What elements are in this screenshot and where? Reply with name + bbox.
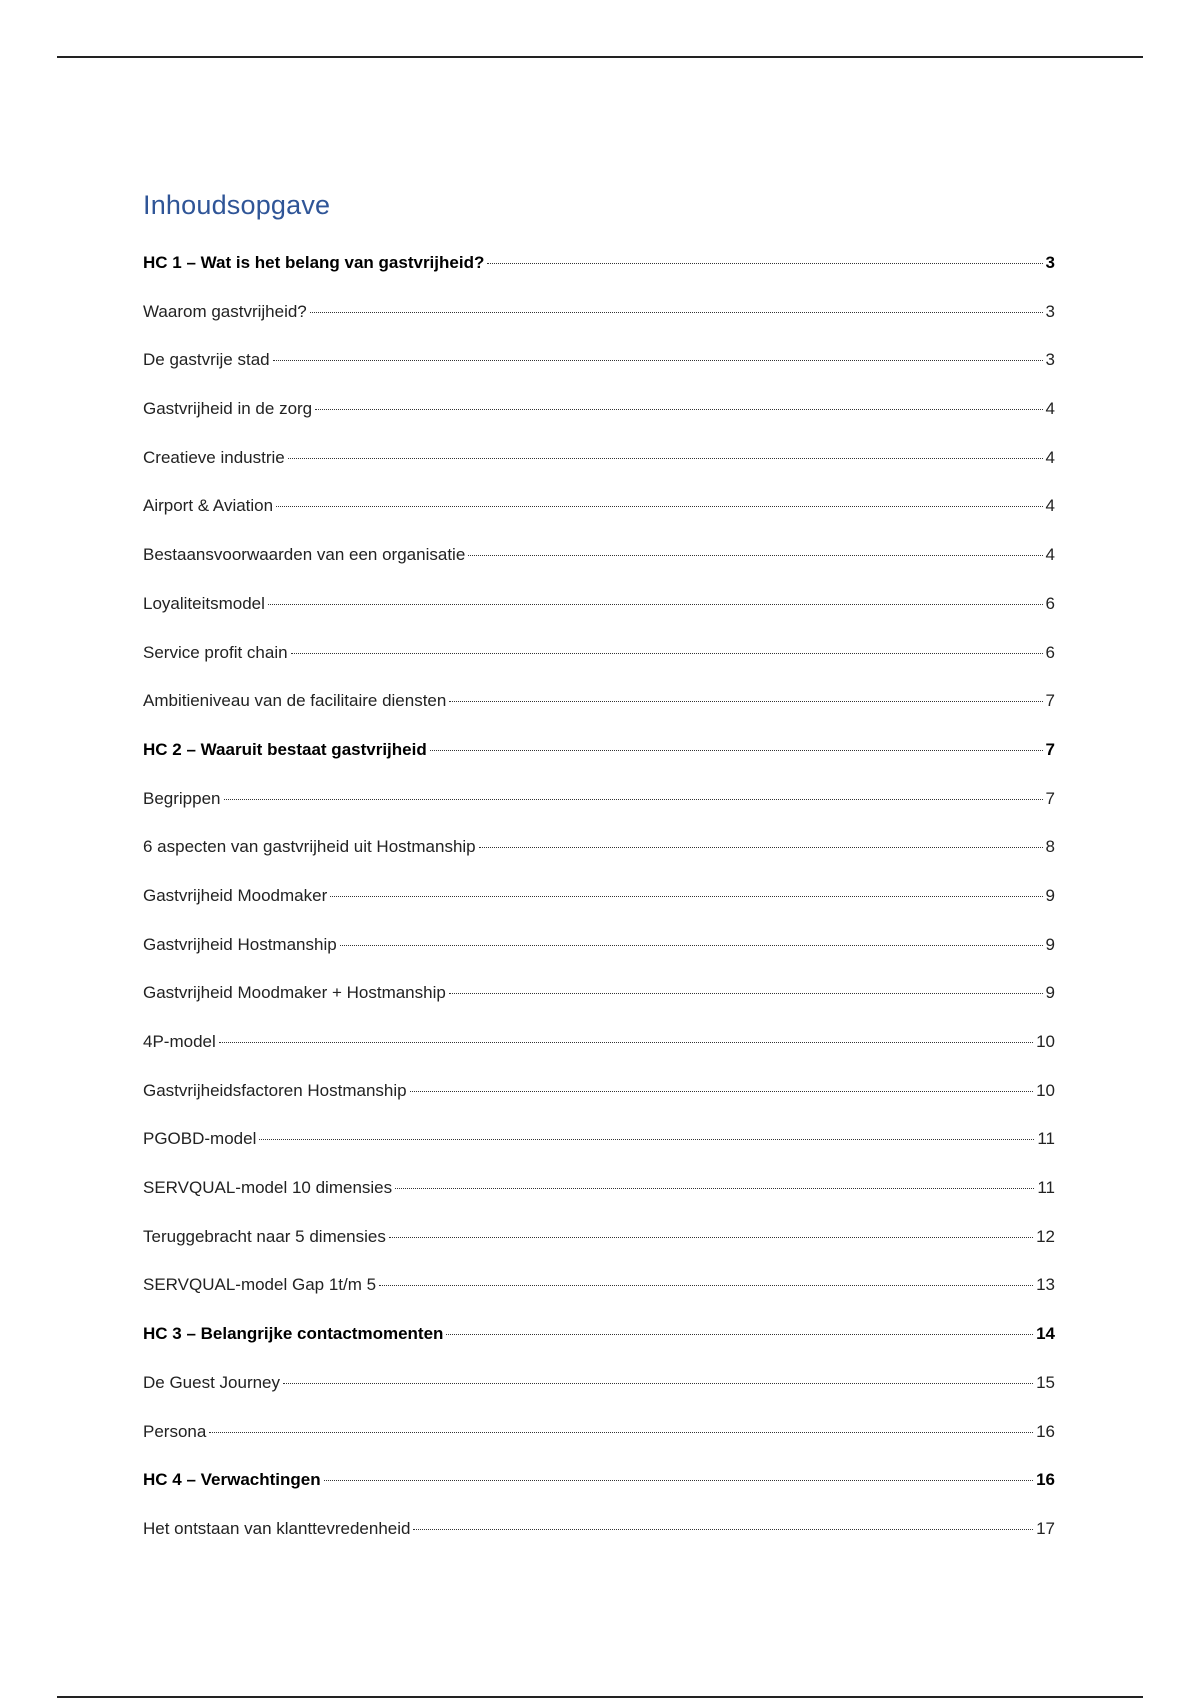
toc-section-entry[interactable]	[143, 302, 1055, 351]
toc-page-number: 4	[1045, 545, 1055, 565]
toc-entry-label: Airport & Aviation	[143, 496, 274, 516]
toc-dot-leader	[395, 1188, 1034, 1189]
toc-section-entry[interactable]	[143, 1032, 1055, 1081]
toc-page-number: 16	[1036, 1421, 1055, 1441]
toc-page-number: 16	[1036, 1470, 1055, 1490]
toc-entry-label: 6 aspecten van gastvrijheid uit Hostmanship	[143, 837, 476, 857]
toc-chapter-entry[interactable]	[143, 1470, 1055, 1519]
toc-section-entry[interactable]	[143, 886, 1055, 935]
toc-page-number: 4	[1045, 447, 1055, 467]
toc-section-entry[interactable]	[143, 1519, 1055, 1568]
toc-page-number: 14	[1036, 1324, 1055, 1344]
toc-page-number: 3	[1045, 253, 1055, 272]
toc-entry-label: De gastvrije stad	[143, 350, 270, 370]
toc-entry-label: Begrippen	[143, 788, 221, 808]
toc-page-number: 3	[1045, 301, 1055, 321]
toc-section-entry[interactable]	[143, 545, 1055, 594]
toc-dot-leader	[449, 993, 1043, 994]
toc-entry-label: Persona	[143, 1421, 207, 1441]
toc-dot-leader	[330, 896, 1042, 897]
toc-dot-leader	[410, 1091, 1033, 1092]
toc-dot-leader	[288, 458, 1043, 459]
toc-page-number: 12	[1036, 1226, 1055, 1246]
toc-entry-label: Gastvrijheid Hostmanship	[143, 934, 337, 954]
toc-title: Inhoudsopgave	[143, 190, 331, 220]
toc-chapter-entry[interactable]	[143, 253, 1055, 302]
toc-section-entry[interactable]	[143, 1227, 1055, 1276]
toc-dot-leader	[479, 847, 1043, 848]
toc-entry-label: Gastvrijheid in de zorg	[143, 399, 313, 419]
toc-entry-label: Ambitieniveau van de facilitaire diensten	[143, 691, 447, 711]
toc-entry-label: Service profit chain	[143, 642, 288, 662]
toc-section-entry[interactable]	[143, 1373, 1055, 1422]
toc-dot-leader	[446, 1334, 1033, 1335]
toc-dot-leader	[268, 604, 1043, 605]
toc-section-entry[interactable]	[143, 691, 1055, 740]
toc-entry-label: Creatieve industrie	[143, 447, 285, 467]
toc-section-entry[interactable]	[143, 935, 1055, 984]
toc-page-number: 13	[1036, 1275, 1055, 1295]
toc-dot-leader	[310, 312, 1043, 313]
toc-entry-label: De Guest Journey	[143, 1372, 281, 1392]
toc-entry-label: HC 1 – Wat is het belang van gastvrijheid?	[143, 253, 485, 272]
toc-entry-label: Gastvrijheidsfactoren Hostmanship	[143, 1080, 407, 1100]
toc-entry-label: SERVQUAL-model Gap 1t/m 5	[143, 1275, 377, 1295]
toc-section-entry[interactable]	[143, 643, 1055, 692]
toc-dot-leader	[379, 1285, 1033, 1286]
toc-page-number: 11	[1037, 1129, 1055, 1149]
toc-entry-label: Waarom gastvrijheid?	[143, 301, 307, 321]
toc-section-entry[interactable]	[143, 837, 1055, 886]
toc-dot-leader	[468, 555, 1042, 556]
toc-page-number: 6	[1045, 642, 1055, 662]
toc-section-entry[interactable]	[143, 1178, 1055, 1227]
toc-section-entry[interactable]	[143, 789, 1055, 838]
toc-dot-leader	[273, 360, 1043, 361]
toc-dot-leader	[340, 945, 1043, 946]
toc-dot-leader	[283, 1383, 1033, 1384]
toc-page-number: 4	[1045, 496, 1055, 516]
toc-entry-label: HC 2 – Waaruit bestaat gastvrijheid	[143, 739, 427, 759]
toc-dot-leader	[324, 1480, 1033, 1481]
toc-section-entry[interactable]	[143, 496, 1055, 545]
toc-entry-label: HC 3 – Belangrijke contactmomenten	[143, 1324, 444, 1344]
toc-entry-label: HC 4 – Verwachtingen	[143, 1470, 321, 1490]
header-rule	[57, 56, 1143, 58]
toc-page-number: 7	[1045, 691, 1055, 711]
toc-entry-label: Loyaliteitsmodel	[143, 593, 265, 613]
toc-dot-leader	[291, 653, 1043, 654]
toc-entry-label: SERVQUAL-model 10 dimensies	[143, 1178, 393, 1198]
toc-section-entry[interactable]	[143, 983, 1055, 1032]
toc-dot-leader	[224, 799, 1043, 800]
toc-dot-leader	[487, 263, 1042, 264]
toc-page-number: 10	[1036, 1080, 1055, 1100]
toc-dot-leader	[389, 1237, 1033, 1238]
toc-section-entry[interactable]	[143, 594, 1055, 643]
toc-dot-leader	[209, 1432, 1033, 1433]
toc-page-number: 9	[1045, 934, 1055, 954]
toc-page-number: 10	[1036, 1032, 1055, 1051]
toc-dot-leader	[219, 1042, 1033, 1043]
toc-page-number: 15	[1036, 1372, 1055, 1392]
toc-dot-leader	[259, 1139, 1034, 1140]
toc-dot-leader	[430, 750, 1043, 751]
toc-section-entry[interactable]	[143, 1422, 1055, 1471]
toc-page-number: 9	[1045, 983, 1055, 1003]
toc-dot-leader	[413, 1529, 1033, 1530]
toc-entry-label: 4P-model	[143, 1032, 216, 1051]
toc-entry-label: Gastvrijheid Moodmaker + Hostmanship	[143, 983, 446, 1003]
toc-chapter-entry[interactable]	[143, 740, 1055, 789]
toc-entry-label: Het ontstaan van klanttevredenheid	[143, 1518, 411, 1538]
toc-page-number: 3	[1045, 350, 1055, 370]
toc-page-number: 7	[1045, 739, 1055, 759]
toc-entry-label: Gastvrijheid Moodmaker	[143, 885, 328, 905]
toc-page-number: 11	[1037, 1178, 1055, 1198]
toc-page-number: 9	[1045, 885, 1055, 905]
toc-dot-leader	[449, 701, 1042, 702]
toc-dot-leader	[276, 506, 1042, 507]
toc-section-entry[interactable]	[143, 1081, 1055, 1130]
toc-list	[143, 253, 1055, 1568]
toc-section-entry[interactable]	[143, 1129, 1055, 1178]
toc-entry-label: Teruggebracht naar 5 dimensies	[143, 1226, 386, 1246]
toc-section-entry[interactable]	[143, 448, 1055, 497]
toc-page-number: 8	[1045, 837, 1055, 857]
toc-page-number: 4	[1045, 399, 1055, 419]
toc-chapter-entry[interactable]	[143, 1324, 1055, 1373]
toc-section-entry[interactable]	[143, 399, 1055, 448]
toc-section-entry[interactable]	[143, 1275, 1055, 1324]
toc-page-number: 6	[1045, 593, 1055, 613]
toc-page-number: 7	[1045, 788, 1055, 808]
toc-entry-label: PGOBD-model	[143, 1129, 257, 1149]
toc-dot-leader	[315, 409, 1042, 410]
footer-rule	[57, 1696, 1143, 1698]
toc-page-number: 17	[1036, 1518, 1055, 1538]
toc-entry-label: Bestaansvoorwaarden van een organisatie	[143, 545, 466, 565]
toc-section-entry[interactable]	[143, 350, 1055, 399]
